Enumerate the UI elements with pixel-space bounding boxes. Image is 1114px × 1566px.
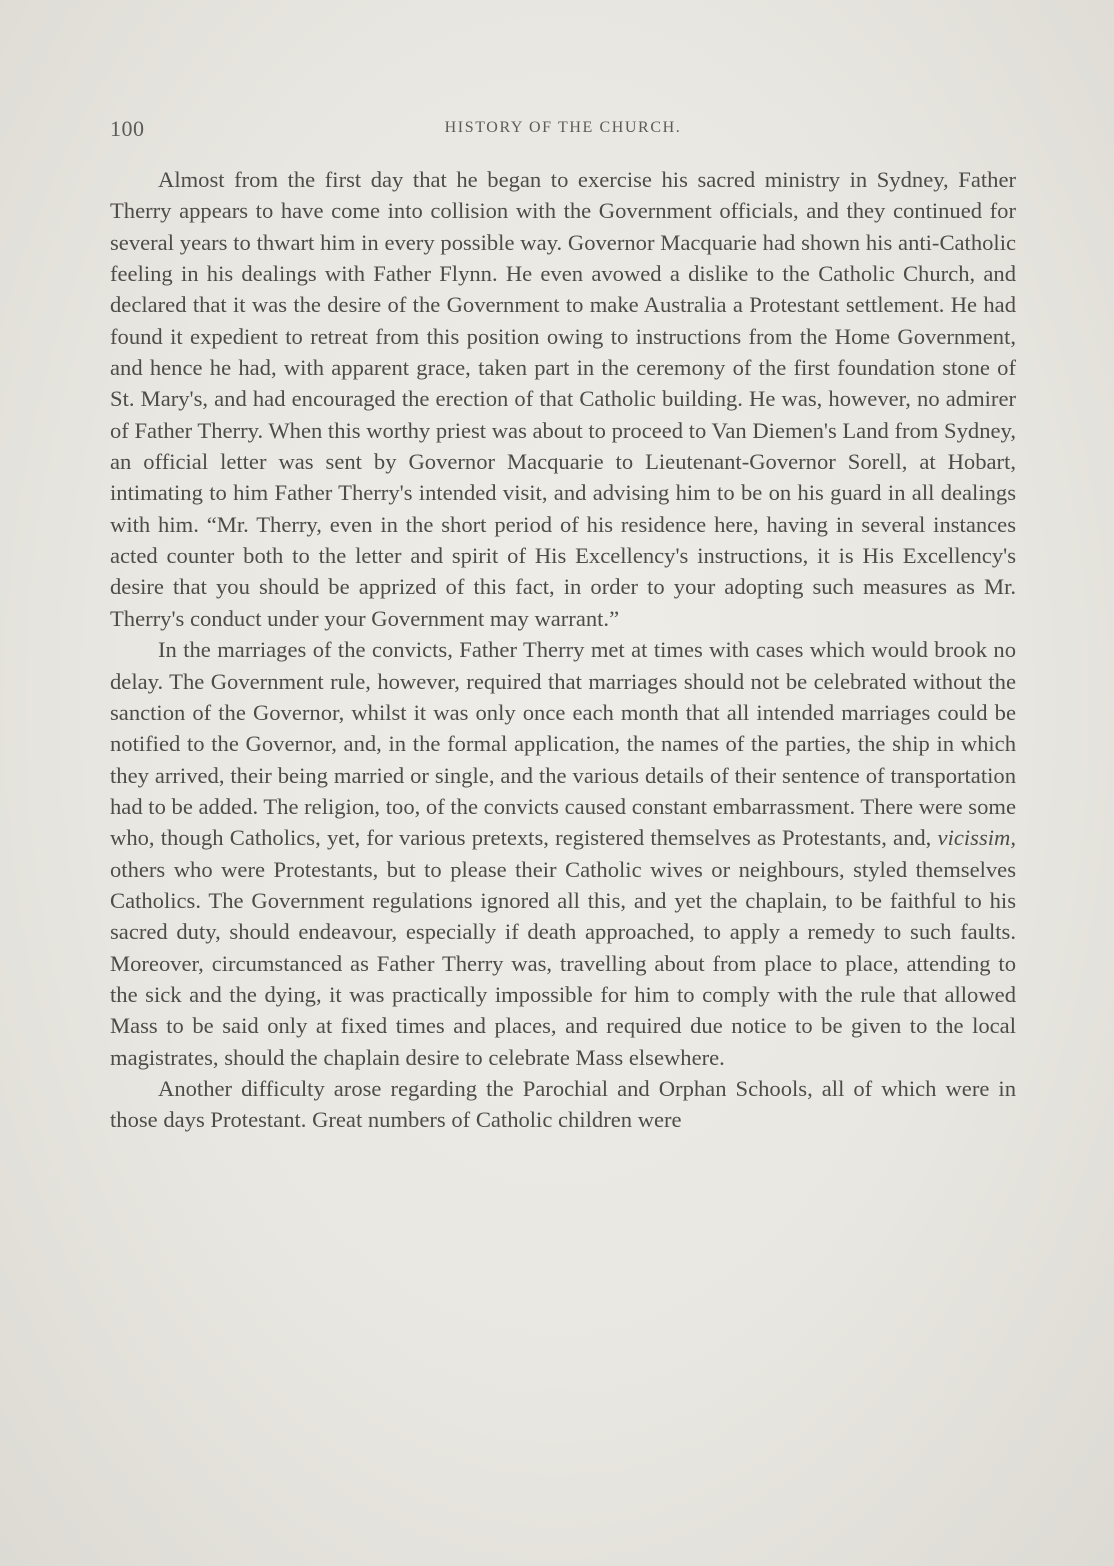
paragraph-text-segment: others who were Protestants, but to please their Catholic wives or neighbours, styled themselves Catholics. The Government regulations ignored all this, and yet the chaplain, to be faithful to his sacred duty, should endeavour, especially if death approached, to apply a remedy to such faults. Moreover, circumstanced as Father Therry was, travelling about from place to place, attending to the sick and the dying, it was practically impossible for him to comply with the rule that allowed Mass to be said only at fixed times and places, and required due notice to be given to the local magistrates, should the chaplain desire to celebrate Mass elsewhere. [110, 856, 1016, 1070]
running-title: HISTORY OF THE CHURCH. [444, 119, 682, 136]
paragraph-text-segment: In the marriages of the convicts, Father Therry met at times with cases which would brook no delay. The Government rule, however, required that marriages should not be celebrated without the sanction of the Governor, whilst it was only once each month that all intended marriages could be notified to the Governor, and, in the formal application, the names of the parties, the ship in which they arrived, their being married or single, and the various details of their sentence of transportation had to be added. The religion, too, of the convicts caused constant embarrassment. There were some who, though Catholics, yet, for various pretexts, registered themselves as Protestants, and, [110, 637, 1016, 851]
paragraph-convict-marriages [110, 634, 1016, 1073]
running-head [110, 116, 1016, 144]
paragraph-therry-collision: Almost from the first day that he began to exercise his sacred ministry in Sydney, Father Therry appears to have come into collision with the Government officials, and they continued for several years to thwart him in every possible way. Governor Macquarie had shown his anti-Catholic feeling in his dealings with Father Flynn. He even avowed a dislike to the Catholic Church, and declared that it was the desire of the Government to make Australia a Protestant settlement. He had found it expedient to retreat from this position owing to instructions from the Home Government, and hence he had, with apparent grace, taken part in the ceremony of the first foundation stone of St. Mary's, and had encouraged the erection of that Catholic building. He was, however, no admirer of Father Therry. When this worthy priest was about to proceed to Van Diemen's Land from Sydney, an official letter was sent by Governor Macquarie to Lieutenant-Governor Sorell, at Hobart, intimating to him Father Therry's intended visit, and advising him to be on his guard in all dealings with him. “Mr. Therry, even in the short period of his residence here, having in several instances acted counter both to the letter and spirit of His Excellency's instructions, it is His Excellency's desire that you should be apprized of this fact, in order to your adopting such measures as Mr. Therry's conduct under your Government may warrant.” [110, 167, 1016, 631]
body-text [110, 164, 1016, 1136]
italic-term: vicissim, [937, 825, 1016, 851]
page-number: 100 [110, 116, 145, 141]
paragraph-schools: Another difficulty arose regarding the Parochial and Orphan Schools, all of which were in those days Protestant. Great numbers of Catholic children were [110, 1075, 1016, 1133]
